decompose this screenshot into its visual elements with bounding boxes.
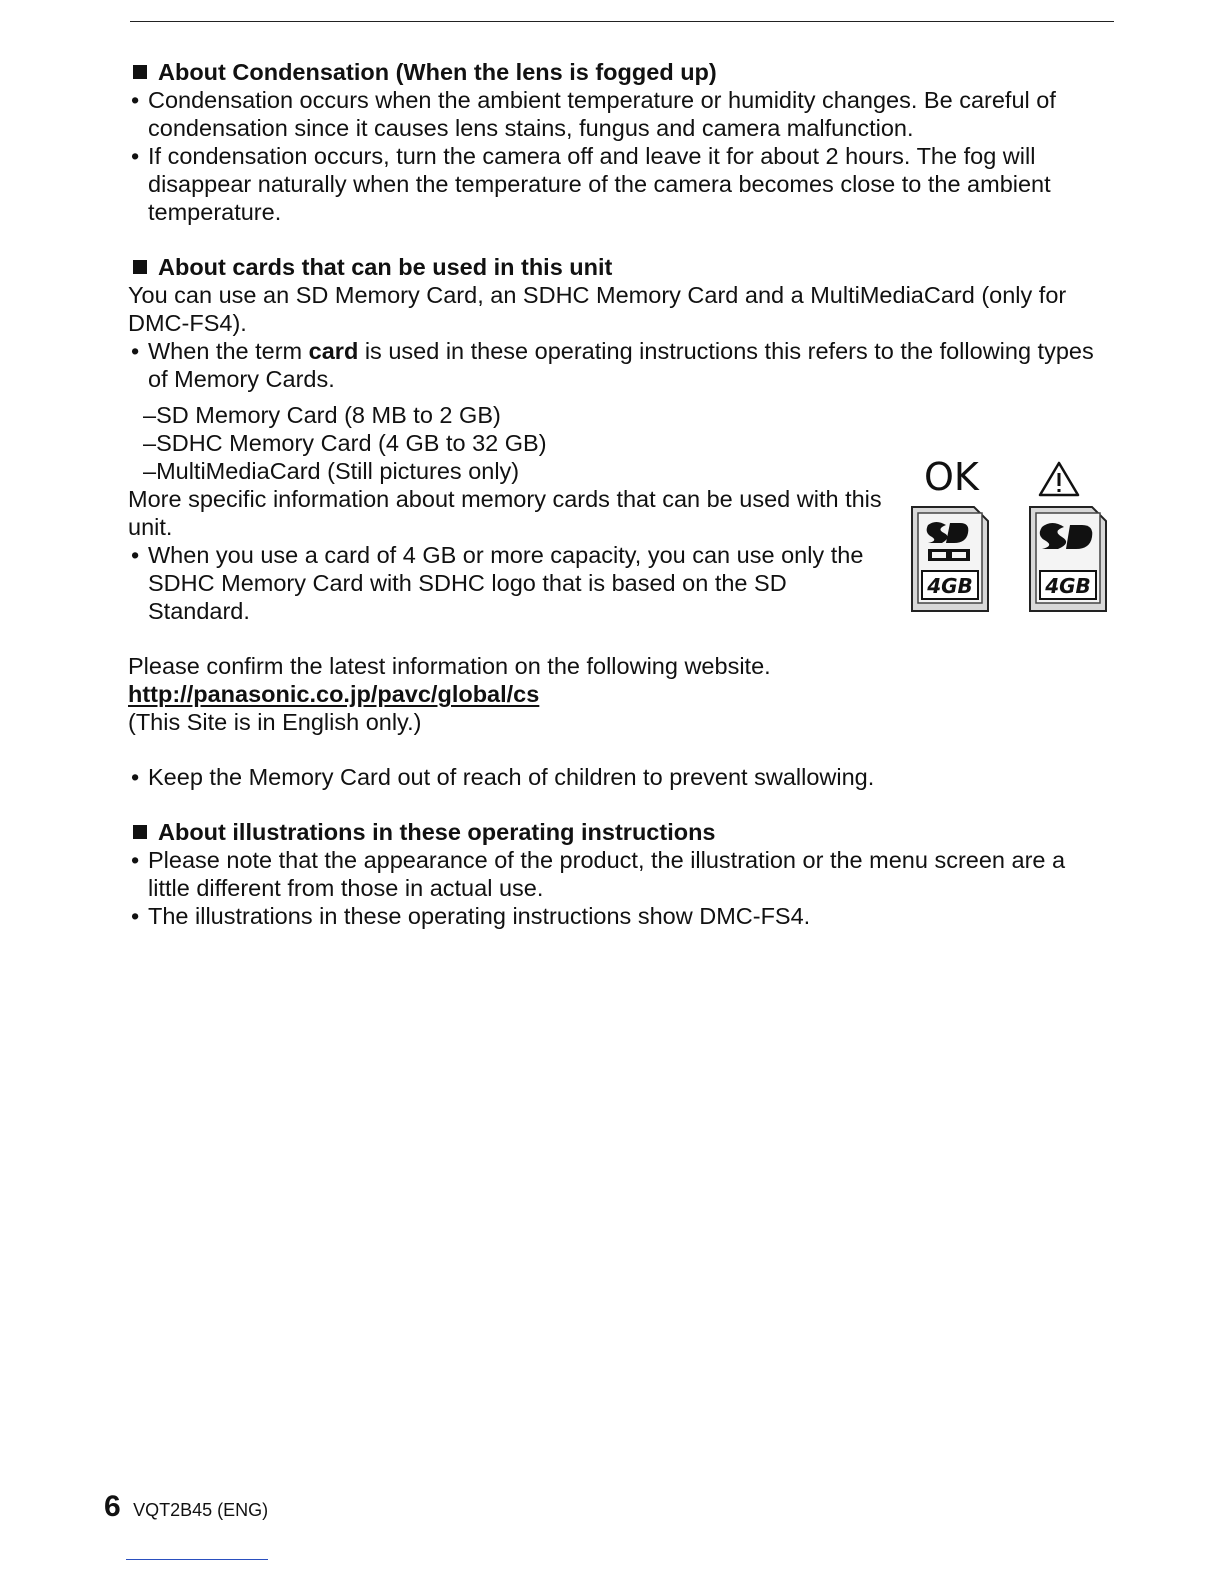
more-info-text: More specific information about memory cards that can be used with this unit. [128,486,882,540]
website-note: (This Site is in English only.) [128,709,422,735]
bullet-dot-icon: • [131,143,140,169]
page-footer [104,1490,268,1524]
document-code: VQT2B45 (ENG) [133,1500,269,1520]
card-ok-capacity: 4GB [927,574,973,598]
card-type-sd: –SD Memory Card (8 MB to 2 GB) [143,402,501,428]
bullet-dot-icon: • [131,903,140,929]
illustrations-heading: About illustrations in these operating instructions [128,818,1113,846]
cards-heading: About cards that can be used in this unit [128,253,1113,281]
ok-label: OK [924,455,979,499]
bullet-dot-icon: • [131,764,140,790]
condensation-bullet-1: • Condensation occurs when the ambient temperature or humidity changes. Be careful of condensation since it causes lens stains, fungus and camera malfunction. [131,87,1056,141]
card-type-mmc: –MultiMediaCard (Still pictures only) [143,458,520,484]
illustrations-bullet-2: • The illustrations in these operating instructions show DMC-FS4. [131,903,811,929]
bullet-dot-icon: • [131,338,140,364]
cards-term-bullet: • When the term card is used in these operating instructions this refers to the following types of Memory Cards. [131,338,1094,392]
square-bullet-icon [133,260,147,274]
capacity-bullet: • When you use a card of 4 GB or more capacity, you can use only the SDHC Memory Card with SDHC logo that is based on the SD Standard. [131,542,864,624]
sdhc-card-icon [910,505,990,613]
card-compatibility-figure [908,457,1118,627]
cards-block [128,401,1113,625]
condensation-bullet-2: • If condensation occurs, turn the camera off and leave it for about 2 hours. The fog will disappear naturally when the temperature of the camera becomes close to the ambient temperature. [131,143,1051,225]
card-ng-capacity: 4GB [1045,574,1091,598]
website-link[interactable]: http://panasonic.co.jp/pavc/global/cs [128,681,540,707]
page-content [128,58,1113,930]
cards-intro: You can use an SD Memory Card, an SDHC Memory Card and a MultiMediaCard (only for DMC-FS4). [128,282,1067,336]
bullet-dot-icon: • [131,847,140,873]
square-bullet-icon [133,825,147,839]
bottom-divider [126,1559,268,1560]
website-url-line [128,680,1113,708]
term-card-bold: card [308,338,359,364]
bullet-dot-icon: • [131,542,140,568]
website-confirm: Please confirm the latest information on the following website. [128,653,771,679]
page-number: 6 [104,1490,121,1523]
illustrations-bullet-1: • Please note that the appearance of the product, the illustration or the menu screen are a little different from those in actual use. [131,847,1066,901]
sd-card-icon [1028,505,1108,613]
condensation-heading: About Condensation (When the lens is fogged up) [128,58,1113,86]
square-bullet-icon [133,65,147,79]
children-bullet: • Keep the Memory Card out of reach of children to prevent swallowing. [131,764,875,790]
warning-triangle-icon [1038,461,1080,497]
card-type-sdhc: –SDHC Memory Card (4 GB to 32 GB) [143,430,547,456]
top-divider [130,21,1114,22]
bullet-dot-icon: • [131,87,140,113]
